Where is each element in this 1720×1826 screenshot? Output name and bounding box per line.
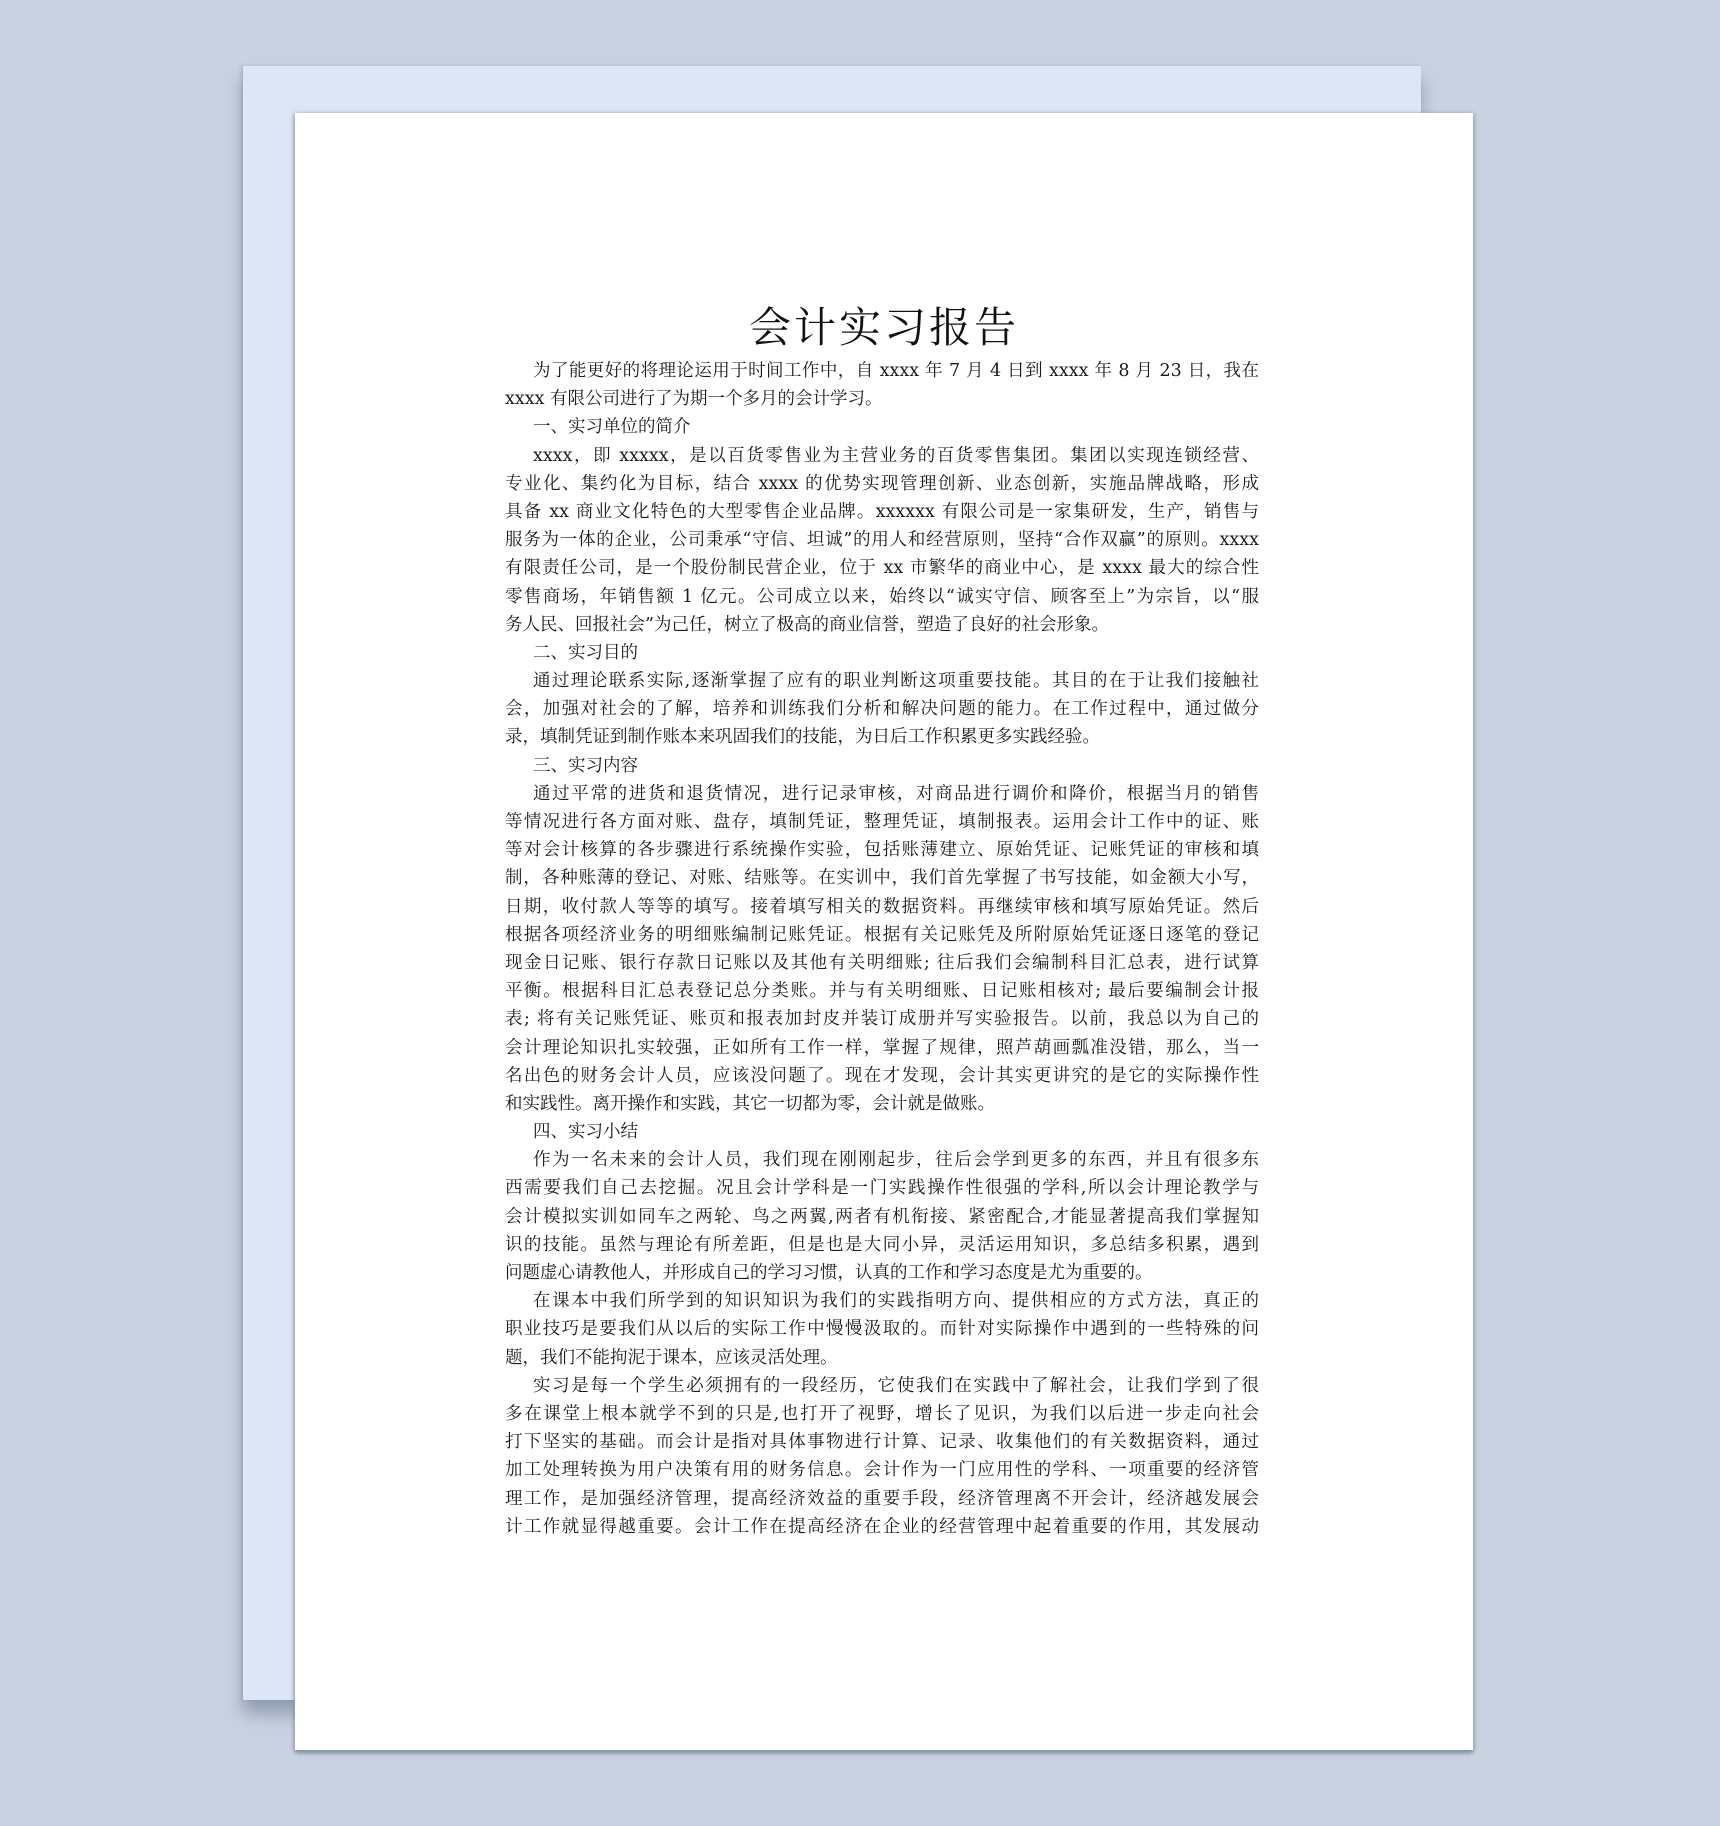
text-line: 名出色的财务会计人员，应该没问题了。现在才发现，会计其实更讲究的是它的实际操作性 xyxy=(505,1065,1259,1086)
text-line: 计工作就显得越重要。会计工作在提高经济在企业的经营管理中起着重要的作用，其发展动 xyxy=(505,1516,1259,1537)
text-line: 打下坚实的基础。而会计是指对具体事物进行计算、记录、收集他们的有关数据资料，通过 xyxy=(505,1432,1259,1453)
text-line: 实习是每一个学生必须拥有的一段经历，它使我们在实践中了解社会，让我们学到了很 xyxy=(533,1375,1259,1396)
text-line: 在课本中我们所学到的知识知识为我们的实践指明方向、提供相应的方式方法，真正的 xyxy=(533,1291,1259,1312)
section-heading: 三、实习内容 xyxy=(533,755,638,776)
text-line: 会，加强对社会的了解，培养和训练我们分析和解决问题的能力。在工作过程中，通过做分 xyxy=(505,699,1259,720)
text-line: 多在课堂上根本就学不到的只是,也打开了视野，增长了见识，为我们以后进一步走向社会 xyxy=(505,1403,1259,1424)
text-line: 会计模拟实训如同车之两轮、鸟之两翼,两者有机衔接、紧密配合,才能显著提高我们掌握知 xyxy=(505,1206,1259,1227)
section-heading: 二、实习目的 xyxy=(533,642,638,663)
text-line: 服务为一体的企业，公司秉承“守信、坦诚”的用人和经营原则，坚持“合作双赢”的原则。xxxx xyxy=(505,530,1259,551)
text-line: 有限责任公司，是一个股份制民营企业，位于 xx 市繁华的商业中心，是 xxxx 最大的综合性 xyxy=(505,558,1259,579)
text-line: 零售商场，年销售额 1 亿元。公司成立以来，始终以“诚实守信、顾客至上”为宗旨，以“服 xyxy=(505,586,1259,607)
text-line: 等对会计核算的各步骤进行系统操作实验，包括账薄建立、原始凭证、记账凭证的审核和填 xyxy=(505,840,1259,861)
text-line: 作为一名未来的会计人员，我们现在刚刚起步，往后会学到更多的东西，并且有很多东 xyxy=(533,1150,1259,1171)
text-line: 为了能更好的将理论运用于时间工作中，自 xxxx 年 7 月 4 日到 xxxx 年 8 月 23 日，我在 xyxy=(533,361,1259,381)
text-line: 录，填制凭证到制作账本来巩固我们的技能，为日后工作积累更多实践经验。 xyxy=(505,727,1100,748)
text-line: xxxx 有限公司进行了为期一个多月的会计学习。 xyxy=(505,389,883,410)
text-line: 日期，收付款人等等的填写。接着填写相关的数据资料。再继续审核和填写原始凭证。然后 xyxy=(505,896,1259,917)
text-line: 问题虚心请教他人，并形成自己的学习习惯，认真的工作和学习态度是尤为重要的。 xyxy=(505,1263,1153,1283)
text-line: 根据各项经济业务的明细账编制记账凭证。根据有关记账凭及所附原始凭证逐日逐笔的登记 xyxy=(505,924,1259,945)
text-line: 会计理论知识扎实较强，正如所有工作一样，掌握了规律，照芦葫画瓢准没错，那么，当一 xyxy=(505,1037,1259,1058)
text-line: 职业技巧是要我们从以后的实际工作中慢慢汲取的。而针对实际操作中遇到的一些特殊的问 xyxy=(505,1319,1259,1340)
document-title: 会计实习报告 xyxy=(748,303,1019,352)
text-line: 专业化、集约化为目标，结合 xxxx 的优势实现管理创新、业态创新，实施品牌战略，形成 xyxy=(505,473,1259,494)
text-line: 现金日记账、银行存款日记账以及其他有关明细账; 往后我们会编制科目汇总表，进行试算 xyxy=(505,952,1259,973)
text-line: 和实践性。离开操作和实践，其它一切都为零，会计就是做账。 xyxy=(505,1093,995,1114)
document-page xyxy=(295,113,1473,1750)
text-line: 题，我们不能拘泥于课本，应该灵活处理。 xyxy=(505,1347,838,1368)
text-line: 务人民、回报社会”为己任，树立了极高的商业信誉，塑造了良好的社会形象。 xyxy=(505,614,1109,635)
text-line: 等情况进行各方面对账、盘存，填制凭证，整理凭证，填制报表。运用会计工作中的证、账 xyxy=(505,812,1259,832)
text-line: 理工作，是加强经济管理，提高经济效益的重要手段，经济管理离不开会计，经济越发展会 xyxy=(505,1488,1259,1509)
text-line: 表; 将有关记账凭证、账页和报表加封皮并装订成册并写实验报告。以前，我总以为自己的 xyxy=(505,1009,1259,1030)
document-body xyxy=(505,357,1259,1541)
text-line: xxxx，即 xxxxx，是以百货零售业为主营业务的百货零售集团。集团以实现连锁经营、 xyxy=(533,445,1259,466)
text-line: 平衡。根据科目汇总表登记总分类账。并与有关明细账、日记账相核对; 最后要编制会计报 xyxy=(505,981,1259,1002)
text-line: 制，各种账薄的登记、对账、结账等。在实训中，我们首先掌握了书写技能，如金额大小写， xyxy=(505,868,1259,889)
text-line: 西需要我们自己去挖掘。况且会计学科是一门实践操作性很强的学科,所以会计理论教学与 xyxy=(505,1178,1259,1199)
text-line: 通过理论联系实际,逐渐掌握了应有的职业判断这项重要技能。其目的在于让我们接触社 xyxy=(533,671,1259,692)
section-heading: 一、实习单位的简介 xyxy=(533,417,691,438)
text-line: 加工处理转换为用户决策有用的财务信息。会计作为一门应用性的学科、一项重要的经济管 xyxy=(505,1460,1259,1481)
text-line: 识的技能。虽然与理论有所差距，但是也是大同小异，灵活运用知识，多总结多积累，遇到 xyxy=(505,1234,1259,1255)
section-heading: 四、实习小结 xyxy=(533,1122,638,1143)
text-line: 具备 xx 商业文化特色的大型零售企业品牌。xxxxxx 有限公司是一家集研发，生产，销售与 xyxy=(505,501,1259,522)
text-line: 通过平常的进货和退货情况，进行记录审核，对商品进行调价和降价，根据当月的销售 xyxy=(533,783,1259,804)
